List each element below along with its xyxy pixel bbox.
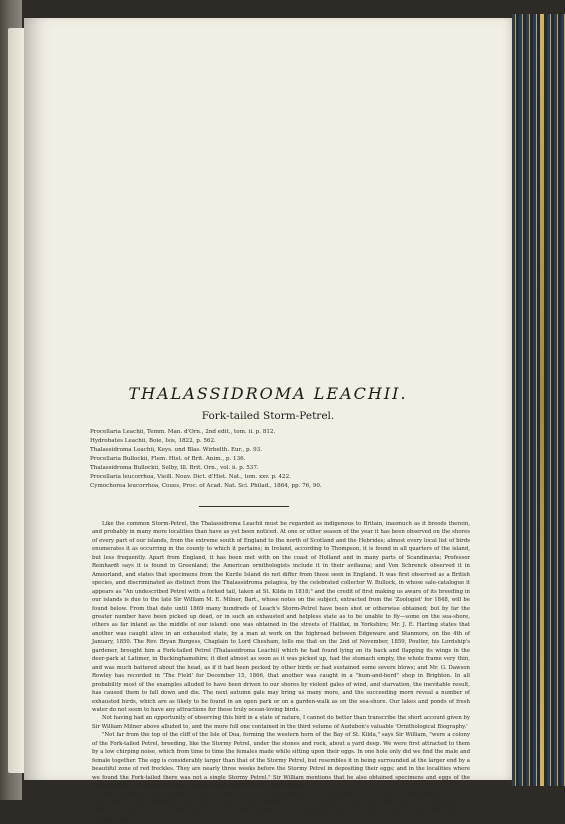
- synonym-entry: Procellaria Leachii, Temm. Man. d'Orn., 2nd edit., tom. ii. p. 812.: [90, 428, 420, 437]
- left-page-edge: [8, 28, 24, 773]
- synonym-entry: Thalassidroma Leachii, Keys. und Blas. Wirbelth. Eur., p. 93.: [90, 446, 420, 455]
- article-title: THALASSIDROMA LEACHII.: [24, 384, 512, 403]
- synonym-entry: Thalassidroma Bullockii, Selby, Ill. Brit. Orn., vol. ii. p. 537.: [90, 464, 420, 473]
- article-body: [92, 520, 470, 824]
- book-page: [24, 18, 512, 780]
- book-cover-edge: [512, 14, 565, 786]
- synonym-entry: Cymochorea leucorrhoa, Coues, Proc. of Acad. Nat. Sci. Philad., 1864, pp. 76, 90.: [90, 482, 420, 491]
- body-paragraph: Not having had an opportunity of observing this bird in a state of nature, I cannot do better than transcribe the short account given by Sir William Milner above alluded to, and the more full one contained in the third volume of Audubon's valuable 'Ornithological Biography.': [92, 714, 470, 731]
- common-name-subtitle: Fork-tailed Storm-Petrel.: [24, 410, 512, 422]
- body-paragraph: After mentioning that towards the end of August 1831, the Storm-Petrel was so abundant off the coast of Newfoundland that from twenty-five to thirty individuals were shot in about an hour, Audubon says, "The species of this genus with which I am acquainted all ramble over the seas, both by night and by day, until the breeding-season commences; they then remain in their burrows, under rocks or in their fissures,: [92, 791, 470, 824]
- synonym-entry: Procellaria Bullockii, Flem. Hist. of Brit. Anim., p. 136.: [90, 455, 420, 464]
- gilt-edge: [540, 14, 544, 786]
- synonymy-list: [90, 428, 420, 491]
- body-paragraph: Like the common Storm-Petrel, the Thalassidroma Leachii must be regarded as indigenous to Britain, inasmuch as it breeds therein, and probably in many more localities than have as yet been noticed. At one or other season of the year it has been observed on the shores of every part of our islands, from the extreme south of England to the north of Scotland and the Hebrides; almost every local list of birds enumerates it as occurring in the county to which it pertains; in Ireland, according to Thompson, it is found in all quarters of the island, but less frequently. Apart from England, it has been met with on the coast of Holland and in many parts of Scandinavia; Professor Reinhardt says it is found in Greenland; the American ornithologists include it in their avifauna; and Von Schrenck observed it in Amoorland, and states that specimens from the Kurile Island do not differ from those seen in England. It was first observed as a British species, and discriminated as distinct from the Thalassidroma pelagica, by the celebrated collector W. Bullock, in whose sale-catalogue it appears as "An undescribed Petrel with a forked tail, taken at St. Kilda in 1818;" and the credit of first making us aware of its breeding in our islands is due to the late Sir William M. E. Milner, Bart., whose notes on the subject, extracted from the 'Zoologist' for 1848, will be found below. From that date until 1869 many hundreds of Leach's Storm-Petrel have been shot or otherwise obtained; but by far the greater number have been picked up dead, or in such an exhausted and helpless state as to be unable to fly—some on the sea-shore, others as far inland as the middle of our island: one was obtained in the streets of Halifax, in Yorkshire; Mr. J. E. Harting states that another was caught alive in an exhausted state, by a man at work on the highroad between Edgeware and Stanmore, on the 4th of January, 1850. The Rev. Bryan Burgess, Chaplain to Lord Chesham, tells me that on the 2nd of November, 1859, Poulter, his Lordship's gardener, brought him a Fork-tailed Petrel (Thalassidroma Leachii) which he had found lying on its back and flapping its wings in the deer-park at Latimer, in Buckinghamshire; it died almost as soon as it was picked up, had the stomach empty, the whole frame very thin, and was much battered about the head, as if it had been pecked by other birds or had sustained some severe blows; and Mr. G. Dawson Rowley has recorded in 'The Field' for December 15, 1866, that another was caught in a "hum-and-herd" shop in Brighton. In all probability most of the examples alluded to have been driven to our shores by violent gales of wind, and starvation, the inevitable result, has caused them to fall down and die. The next autumn gale may bring us many more, and the succeeding morn reveal a number of exhausted birds, which are as likely to be found in an open park or on a garden-walk as on the sea-shore. Our lakes and ponds of fresh water do not seem to have any attractions for these truly ocean-loving birds.: [92, 520, 470, 714]
- section-divider: [199, 506, 289, 507]
- synonym-entry: Hydrobates Leachii, Boie, Isis, 1822, p. 562.: [90, 437, 420, 446]
- body-paragraph: "Not far from the top of the cliff of the Isle of Doa, forming the western horn of the Bay of St. Kilda," says Sir William, "were a colony of the Fork-tailed Petrel, breeding, like the Stormy Petrel, under the stones and rock, about a yard deep. We were first attracted to them by a low chirping noise, which from time to time the females made while sitting upon their eggs. In one hole only did we find the male and female together. The egg is considerably larger than that of the Stormy Petrel, but resembles it in being surrounded at the larger end by a beautiful zone of red freckles. They are nearly three weeks before the Stormy Petrel in depositing their eggs; and in the localities where we found the Fork-tailed there was not a single Stormy Petrel." Sir William mentions that he also obtained specimens and eggs of the Thalassidroma Leachii on Borrera, another small island of the St. Kilda group.: [92, 731, 470, 790]
- synonym-entry: Procellaria leucorrhoa, Vieill. Nouv. Dict. d'Hist. Nat., tom. xxv. p. 422.: [90, 473, 420, 482]
